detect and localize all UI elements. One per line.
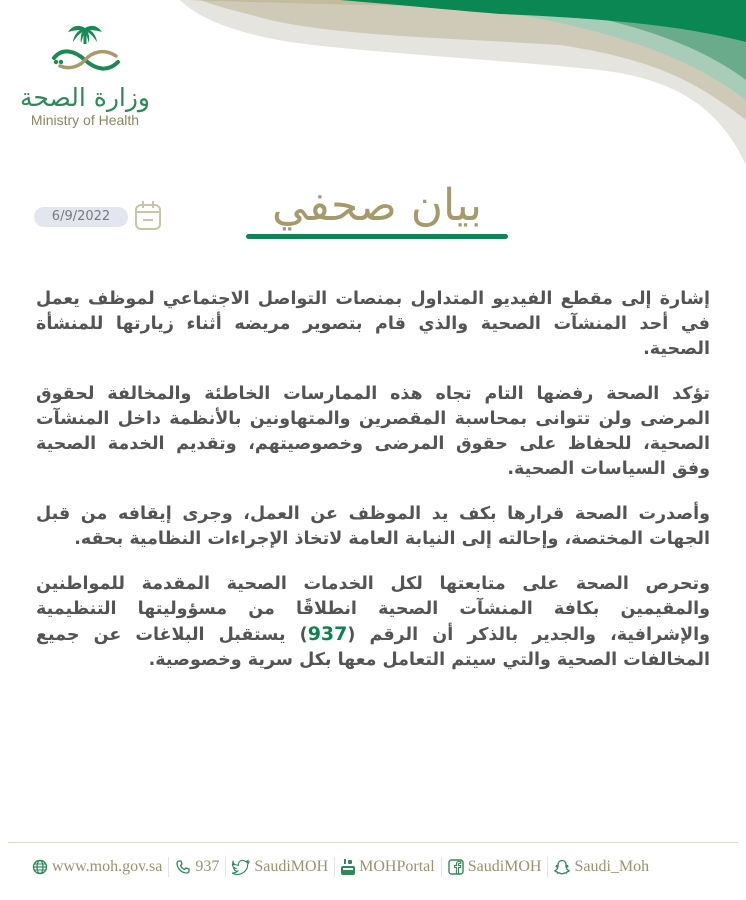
facebook-icon (448, 859, 464, 875)
footer-snapchat-label: Saudi_Moh (574, 858, 650, 875)
footer-facebook-link[interactable] (442, 858, 548, 876)
footer-twitter-link[interactable] (226, 858, 334, 876)
phone-icon (175, 859, 191, 875)
paragraph-4-after: ) يستقبل البلاغات عن جميع المخالفات الصحية والتي سيتم التعامل معها بكل سرية وخصوصية. (36, 625, 710, 670)
footer-contacts (26, 855, 655, 879)
globe-icon (32, 859, 48, 875)
twitter-icon (232, 859, 250, 875)
footer-youtube-link[interactable] (335, 858, 441, 876)
page-title: بيان صحفي (272, 180, 482, 231)
footer-twitter-label: SaudiMOH (254, 858, 329, 875)
title-underline (246, 234, 508, 239)
paragraph-3: وأصدرت الصحة قرارها بكف يد الموظف عن العمل، وجرى إيقافه من قبل الجهات المختصة، وإحالته إلى النيابة العامة لاتخاذ الإجراءات النظامية بحقه. (36, 504, 710, 549)
press-release-heading (246, 180, 508, 239)
footer-facebook-label: SaudiMOH (467, 858, 542, 875)
logo-english-name: Ministry of Health (30, 112, 140, 128)
calendar-icon (134, 199, 162, 231)
footer-youtube-label: MOHPortal (359, 858, 435, 875)
ministry-logo (20, 22, 150, 128)
date-badge: 6/9/2022 (34, 207, 128, 227)
statement-body (36, 287, 710, 693)
footer-website-link[interactable] (26, 858, 168, 876)
logo-arabic-name: وزارة الصحة (20, 83, 150, 112)
footer-phone-link[interactable] (169, 858, 225, 876)
paragraph-1: إشارة إلى مقطع الفيديو المتداول بمنصات التواصل الاجتماعي لموظف يعمل في أحد المنشآت الصحية والذي قام بتصوير مريضه أثناء زيارتها للمنشأة الصحية. (36, 289, 710, 359)
youtube-icon (341, 859, 355, 875)
paragraph-4 (36, 572, 710, 673)
footer-divider (8, 842, 738, 843)
footer-phone-label: 937 (195, 858, 220, 875)
palm-swords-emblem-icon (40, 22, 130, 82)
footer-website-label: www.moh.gov.sa (52, 858, 163, 875)
snapchat-icon (554, 859, 570, 875)
footer-snapchat-link[interactable] (548, 858, 655, 876)
paragraph-2: تؤكد الصحة رفضها التام تجاه هذه الممارسات الخاطئة والمخالفة لحقوق المرضى ولن تتوانى بمحاسبة المقصرين والمتهاونين بالأنظمة داخل المنشآت الصحية، للحفاظ على حقوق المرضى وخصوصيتهم، وتقديم الخدمة الصحية وفق السياسات الصحية. (36, 384, 710, 479)
paragraph-4-before: وتحرص الصحة على متابعتها لكل الخدمات الصحية المقدمة للمواطنين والمقيمين بكافة المنشآت الصحية انطلاقًا من مسؤوليتها التنظيمية والإشرافية، والجدير بالذكر أن الرقم ( (36, 574, 710, 645)
hotline-number: 937 (307, 623, 348, 645)
